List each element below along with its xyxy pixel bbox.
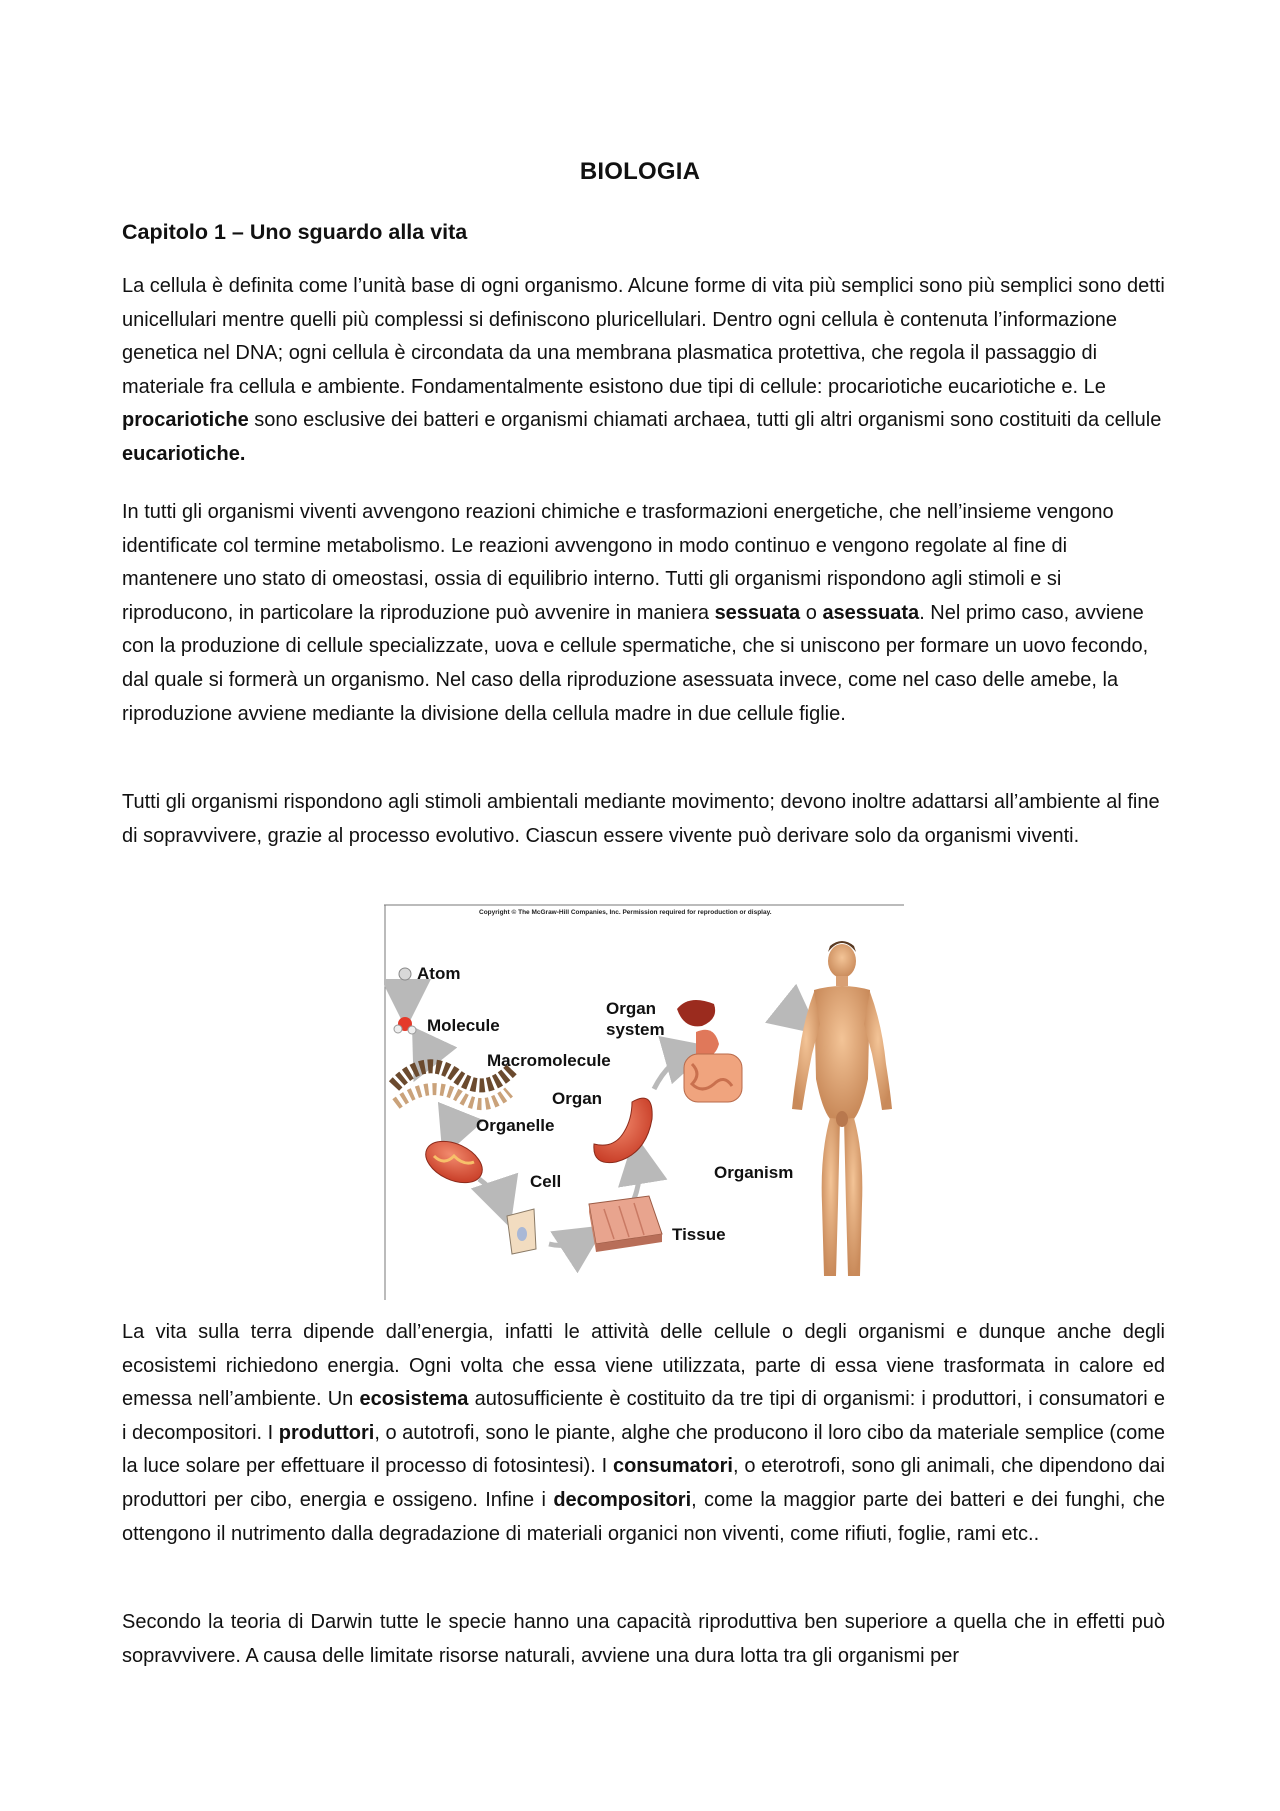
- paragraph-metabolism: [122, 496, 1165, 731]
- organelle-shape: [419, 1133, 489, 1191]
- levels-of-organization-figure: [384, 904, 904, 1300]
- organ-shape: [594, 1098, 652, 1163]
- document-title: BIOLOGIA: [579, 158, 701, 185]
- label-tissue: Tissue: [672, 1225, 726, 1244]
- arrow-macromolecule-organelle: [449, 1114, 452, 1139]
- arrow-system-organism: [779, 1018, 804, 1022]
- text-run: , o eterotrofi, sono gli animali, che dipendono dai produttori per cibo, energia e ossigeno. Infine i: [122, 1455, 1165, 1511]
- label-organ: Organ: [552, 1089, 603, 1108]
- text-run: In tutti gli organismi viventi avvengono reazioni chimiche e trasformazioni energetiche, che nell’insieme vengono identificate col termine metabolismo. Le reazioni avvengono in modo continuo e vengono regolate al fine di mantenere uno stato di omeostasi, ossia di equilibrio interno. Tutti gli organismi rispondono agli stimoli e si riproducono, in particolare la riproduzione può avvenire in maniera: [122, 501, 1114, 624]
- bold-term: consumatori: [612, 1455, 733, 1478]
- macromolecule-shape: [394, 1066, 512, 1104]
- label-organelle: Organelle: [476, 1116, 555, 1135]
- bold-term: procariotiche: [122, 409, 249, 432]
- atom-shape: [399, 968, 411, 980]
- text-run: sono esclusive dei batteri e organismi chiamati archaea, tutti gli altri organismi sono costituiti da cellule: [248, 409, 1162, 432]
- tissue-shape: [589, 1196, 662, 1252]
- paragraph-ecosystem: [122, 1316, 1165, 1551]
- text-run: Secondo la teoria di Darwin tutte le specie hanno una capacità riproduttiva ben superiore a quella che in effetti può sopravvivere. A causa delle limitate risorse naturali, avviene una dura lotta tra gli organismi per: [122, 1611, 1165, 1667]
- text-run: autosufficiente è costituito da tre tipi di organismi: i produttori, i consumatori e i decompositori. I: [122, 1388, 1165, 1444]
- organism-shape: [792, 941, 892, 1276]
- label-macromolecule: Macromolecule: [487, 1051, 611, 1070]
- text-run: La vita sulla terra dipende dall’energia, infatti le attività delle cellule o degli organismi e dunque anche degli ecosistemi richiedono energia. Ogni volta che essa viene utilizzata, parte di essa viene trasformata in calore ed emessa nell’ambiente. Un: [122, 1321, 1165, 1411]
- bold-term: decompositori: [553, 1488, 692, 1511]
- text-run: o: [800, 601, 823, 624]
- text-run: La cellula è definita come l’unità base di ogni organismo. Alcune forme di vita più semplici sono più semplici sono detti unicellulari mentre quelli più complessi si definiscono pluricellulari. Dentro ogni cellula è contenuta l’informazione genetica nel DNA; ogni cellula è circondata da una membrana plasmatica protettiva, che regola il passaggio di materiale fra cellula e ambiente. Fondamentalmente esistono due tipi di cellule: procariotiche eucariotiche e. Le: [122, 275, 1165, 398]
- label-cell: Cell: [530, 1172, 562, 1191]
- text-run: Tutti gli organismi rispondono agli stimoli ambientali mediante movimento; devono inoltre adattarsi all’ambiente al fine di sopravvivere, grazie al processo evolutivo. Ciascun essere vivente può derivare solo da organismi viventi.: [122, 791, 1160, 847]
- paragraph-adaptation: [122, 786, 1165, 853]
- arrow-cell-tissue: [549, 1236, 589, 1245]
- text-run: . Nel primo caso, avviene con la produzione di cellule specializzate, uova e cellule spermatiche, che si uniscono per formare un uovo fecondo, dal quale si formerà un organismo. Nel caso della riproduzione asessuata invece, come nel caso delle amebe, la riproduzione avviene mediante la divisione della cellula madre in due cellule figlie.: [122, 601, 1149, 725]
- bold-term: eucariotiche.: [122, 442, 246, 465]
- organ-system-shape: [677, 1000, 742, 1102]
- figure-copyright: Copyright © The McGraw-Hill Companies, Inc. Permission required for reproduction or display.: [479, 909, 772, 916]
- arrow-molecule-macromolecule: [419, 1032, 425, 1064]
- label-molecule: Molecule: [427, 1016, 500, 1035]
- label-organ-system-line1: Organ: [606, 999, 657, 1018]
- paragraph-cell: [122, 270, 1165, 472]
- text-run: , come la maggior parte dei batteri e dei funghi, che ottengono il nutrimento dalla degradazione di materiali organici non viventi, come rifiuti, foglie, rami etc..: [122, 1488, 1165, 1545]
- bold-term: produttori: [278, 1421, 375, 1444]
- bold-term: ecosistema: [359, 1388, 469, 1411]
- text-run: , o autotrofi, sono le piante, alghe che producono il loro cibo da materiale semplice (come la luce solare per effettuare il processo di fotosintesi). I: [122, 1421, 1165, 1478]
- label-atom: Atom: [417, 964, 461, 983]
- label-organ-system-line2: system: [606, 1020, 665, 1039]
- label-organism: Organism: [714, 1163, 794, 1182]
- arrow-tissue-organ: [634, 1154, 639, 1199]
- bold-term: asessuata: [822, 601, 920, 624]
- paragraph-darwin: [122, 1606, 1165, 1673]
- arrow-organelle-cell: [479, 1179, 504, 1209]
- bold-term: sessuata: [714, 601, 801, 624]
- chapter-heading: Capitolo 1 – Uno sguardo alla vita: [122, 220, 468, 244]
